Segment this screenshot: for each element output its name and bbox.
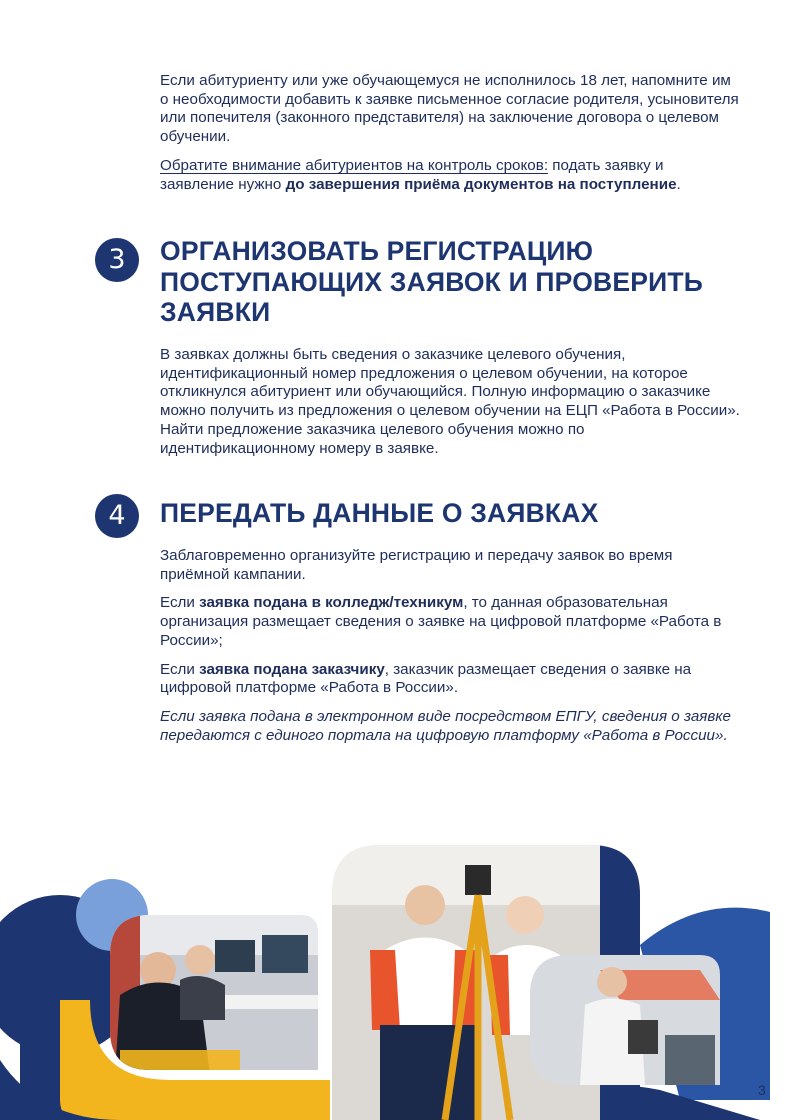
section-3-body xyxy=(160,346,740,458)
deadline-text: подать заявку и заявление нужно xyxy=(160,156,664,193)
deadline-note: Обратите внимание абитуриентов на контроль сроков: xyxy=(160,156,549,174)
deadline-end: . xyxy=(676,175,681,193)
p2-start: Если xyxy=(160,594,200,612)
p2-end: , то данная образовательная организация размещает сведения о заявке на цифровой платформе «Работа в России»; xyxy=(160,594,722,649)
intro-block xyxy=(160,72,740,194)
p3-bold: заявка подана заказчику xyxy=(199,660,385,678)
intro-paragraph-2 xyxy=(160,157,740,194)
photo-computer-lab xyxy=(110,915,320,1075)
photo-lab-engineer xyxy=(530,955,720,1090)
step-number-4: 4 xyxy=(95,494,139,538)
section-4-title: ПЕРЕДАТЬ ДАННЫЕ О ЗАЯВКАХ xyxy=(160,498,599,528)
section-4-body xyxy=(160,547,740,745)
p2-bold: заявка подана в колледж/техникум xyxy=(199,594,464,612)
section-4-paragraph-1: Заблаговременно организуйте регистрацию и передачу заявок во время приёмной кампании. xyxy=(160,547,673,583)
page-number: 3 xyxy=(758,1082,766,1098)
p3-start: Если xyxy=(160,660,200,678)
deadline-bold: до завершения приёма документов на поступление xyxy=(285,175,677,193)
p3-end: , заказчик размещает сведения о заявке на цифровой платформе «Работа в России». xyxy=(160,660,692,697)
step-number-3: 3 xyxy=(95,238,139,282)
photo-collage xyxy=(0,820,800,1120)
intro-paragraph-1: Если абитуриенту или уже обучающемуся не исполнилось 18 лет, напомните им о необходимости добавить к заявке письменное согласие родителя, усыновителя или попечителя (законного представителя) на заключение договора о целевом обучении. xyxy=(160,72,739,146)
section-3-paragraph: В заявках должны быть сведения о заказчике целевого обучения, идентификационный номер предложения о целевом обучении, на которое откликнулся абитуриент или обучающийся. Полную информацию о заказчике можно получить из предложения о целевом обучении на ЕЦП «Работа в России». Найти предложение заказчика целевого обучения можно по идентификационному номеру в заявке. xyxy=(160,346,740,457)
section-4-paragraph-2 xyxy=(160,594,740,650)
section-3-title: ОРГАНИЗОВАТЬ РЕГИСТРАЦИЮ ПОСТУПАЮЩИХ ЗАЯВОК И ПРОВЕРИТЬ ЗАЯВКИ xyxy=(160,236,703,327)
section-4-paragraph-3 xyxy=(160,661,740,698)
section-4-paragraph-4: Если заявка подана в электронном виде посредством ЕПГУ, сведения о заявке передаются с единого портала на цифровую платформу «Работа в России». xyxy=(160,707,731,744)
